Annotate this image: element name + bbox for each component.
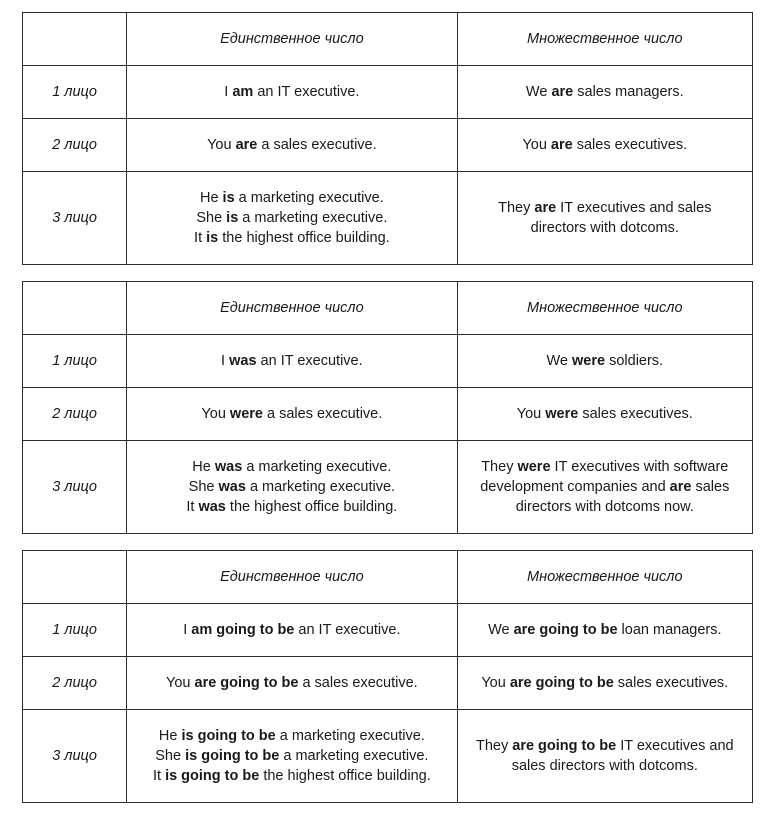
sentence-text: directors with dotcoms now. [515,499,694,515]
sentence-text: IT executives and [616,738,734,754]
header-person-cell [23,282,127,335]
sentence-line [464,404,746,424]
header-singular-cell: Единственное число [127,551,457,604]
singular-sentence-cell [127,335,457,388]
sentence-line [464,351,746,371]
sentence-line [133,135,450,155]
sentence-text: a marketing executive. [245,479,396,495]
sentence-text: the highest office building. [218,230,390,246]
sentence-text: a marketing executive. [238,210,388,226]
sentence-line [133,673,450,693]
sentence-text: the highest office building. [259,768,431,784]
singular-sentence-cell [127,604,457,657]
verb-form: are [235,137,258,153]
sentence-text: a sales executive. [298,675,418,691]
header-person-cell [23,13,127,66]
plural-sentence-cell [457,119,752,172]
sentence-line [464,620,746,640]
header-row [23,13,753,66]
header-person-cell [23,551,127,604]
plural-sentence-cell [457,441,752,534]
sentence-text: a marketing executive. [234,190,384,206]
sentence-text: sales managers. [573,84,684,100]
verb-form: was [229,353,257,369]
header-singular-cell: Единственное число [127,282,457,335]
verb-form: are [534,200,557,216]
verb-form: are going to be [512,738,617,754]
sentence-text: IT executives and sales [556,200,712,216]
sentence-line [133,208,450,228]
sentence-text: It [186,499,199,515]
singular-sentence-cell [127,66,457,119]
person-label: 1 лицо [23,335,127,388]
verb-form: were [517,459,551,475]
sentence-line [133,457,450,477]
sentence-text: a marketing executive. [242,459,392,475]
sentence-line [133,746,450,766]
sentence-line [133,228,450,248]
verb-form: is [226,210,239,226]
person-label: 3 лицо [23,710,127,803]
singular-sentence-cell [127,119,457,172]
sentence-text: You [166,675,195,691]
verb-form: am [232,84,254,100]
person-label: 3 лицо [23,441,127,534]
sentence-line [464,135,746,155]
sentence-text: sales [691,479,730,495]
plural-sentence-cell [457,66,752,119]
sentence-text: You [522,137,551,153]
verb-form: is going to be [165,768,260,784]
sentence-text: loan managers. [617,622,722,638]
verb-form: is [222,190,235,206]
sentence-line [133,188,450,208]
verb-form: were [545,406,579,422]
person-label: 3 лицо [23,172,127,265]
sentence-line [464,82,746,102]
sentence-text: directors with dotcoms. [530,220,679,236]
plural-sentence-cell [457,335,752,388]
sentence-text: the highest office building. [225,499,398,515]
sentence-text: You [481,675,510,691]
sentence-text: a sales executive. [257,137,377,153]
sentence-text: She [196,210,227,226]
sentence-line [464,477,746,497]
person-label: 1 лицо [23,604,127,657]
verb-form: was [198,499,226,515]
sentence-text: She [155,748,186,764]
sentence-line [464,457,746,477]
sentence-text: a marketing executive. [279,748,429,764]
sentence-line [133,82,450,102]
sentence-text: an IT executive. [253,84,360,100]
sentence-line [464,218,746,238]
person-label: 2 лицо [23,388,127,441]
sentence-text: They [475,738,513,754]
table-row [23,172,753,265]
sentence-text: You [207,137,236,153]
sentence-text: IT executives with software [550,459,729,475]
plural-sentence-cell [457,604,752,657]
sentence-text: He [192,459,215,475]
sentence-text: You [516,406,546,422]
singular-sentence-cell [127,710,457,803]
sentence-text: It [194,230,207,246]
sentence-text: I [183,622,192,638]
person-label: 1 лицо [23,66,127,119]
sentence-line [133,726,450,746]
sentence-line [464,497,746,517]
sentence-line [133,497,450,517]
sentence-text: sales directors with dotcoms. [511,758,698,774]
table-row [23,66,753,119]
sentence-text: soldiers. [605,353,664,369]
sentence-text: a sales executive. [262,406,383,422]
sentence-line [133,477,450,497]
sentence-text: He [199,190,223,206]
singular-sentence-cell [127,657,457,710]
sentence-text: I [224,84,233,100]
table-future [22,550,753,803]
header-row [23,551,753,604]
sentence-line [133,351,450,371]
sentence-text: He [158,728,182,744]
verb-form: are going to be [513,622,618,638]
verb-form: are [669,479,692,495]
singular-sentence-cell [127,388,457,441]
sentence-text: sales executives. [578,406,693,422]
plural-sentence-cell [457,657,752,710]
sentence-line [133,404,450,424]
person-label: 2 лицо [23,657,127,710]
sentence-text: It [152,768,166,784]
sentence-text: You [201,406,230,422]
table-row [23,335,753,388]
sentence-text: sales executives. [572,137,688,153]
sentence-text: We [546,353,572,369]
singular-sentence-cell [127,172,457,265]
table-row [23,119,753,172]
table-row [23,441,753,534]
sentence-text: sales executives. [613,675,729,691]
header-singular-cell: Единственное число [127,13,457,66]
sentence-text: an IT executive. [256,353,363,369]
sentence-text: We [488,622,514,638]
table-row [23,710,753,803]
plural-sentence-cell [457,388,752,441]
sentence-text: They [481,459,518,475]
person-label: 2 лицо [23,119,127,172]
verb-form: is going to be [181,728,276,744]
sentence-text: an IT executive. [294,622,401,638]
verb-form: is [206,230,219,246]
sentence-text: development companies and [480,479,670,495]
sentence-text: She [188,479,219,495]
header-plural-cell: Множественное число [457,13,752,66]
sentence-line [133,766,450,786]
table-row [23,657,753,710]
sentence-text: They [498,200,535,216]
sentence-line [133,620,450,640]
singular-sentence-cell [127,441,457,534]
verb-form: are [551,84,574,100]
header-plural-cell: Множественное число [457,282,752,335]
header-row [23,282,753,335]
sentence-line [464,673,746,693]
sentence-text: a marketing executive. [275,728,425,744]
verb-form: are [550,137,573,153]
sentence-line [464,756,746,776]
plural-sentence-cell [457,172,752,265]
sentence-line [464,736,746,756]
sentence-text: We [525,84,552,100]
verb-form: are going to be [509,675,614,691]
table-row [23,604,753,657]
table-present [22,12,753,265]
verb-form: were [572,353,606,369]
verb-form: am going to be [191,622,295,638]
verb-form: was [218,479,246,495]
sentence-text: I [221,353,230,369]
header-plural-cell: Множественное число [457,551,752,604]
verb-form: were [229,406,263,422]
verb-form: is going to be [185,748,280,764]
table-past [22,281,753,534]
plural-sentence-cell [457,710,752,803]
verb-form: are going to be [194,675,299,691]
table-row [23,388,753,441]
verb-form: was [214,459,243,475]
sentence-line [464,198,746,218]
